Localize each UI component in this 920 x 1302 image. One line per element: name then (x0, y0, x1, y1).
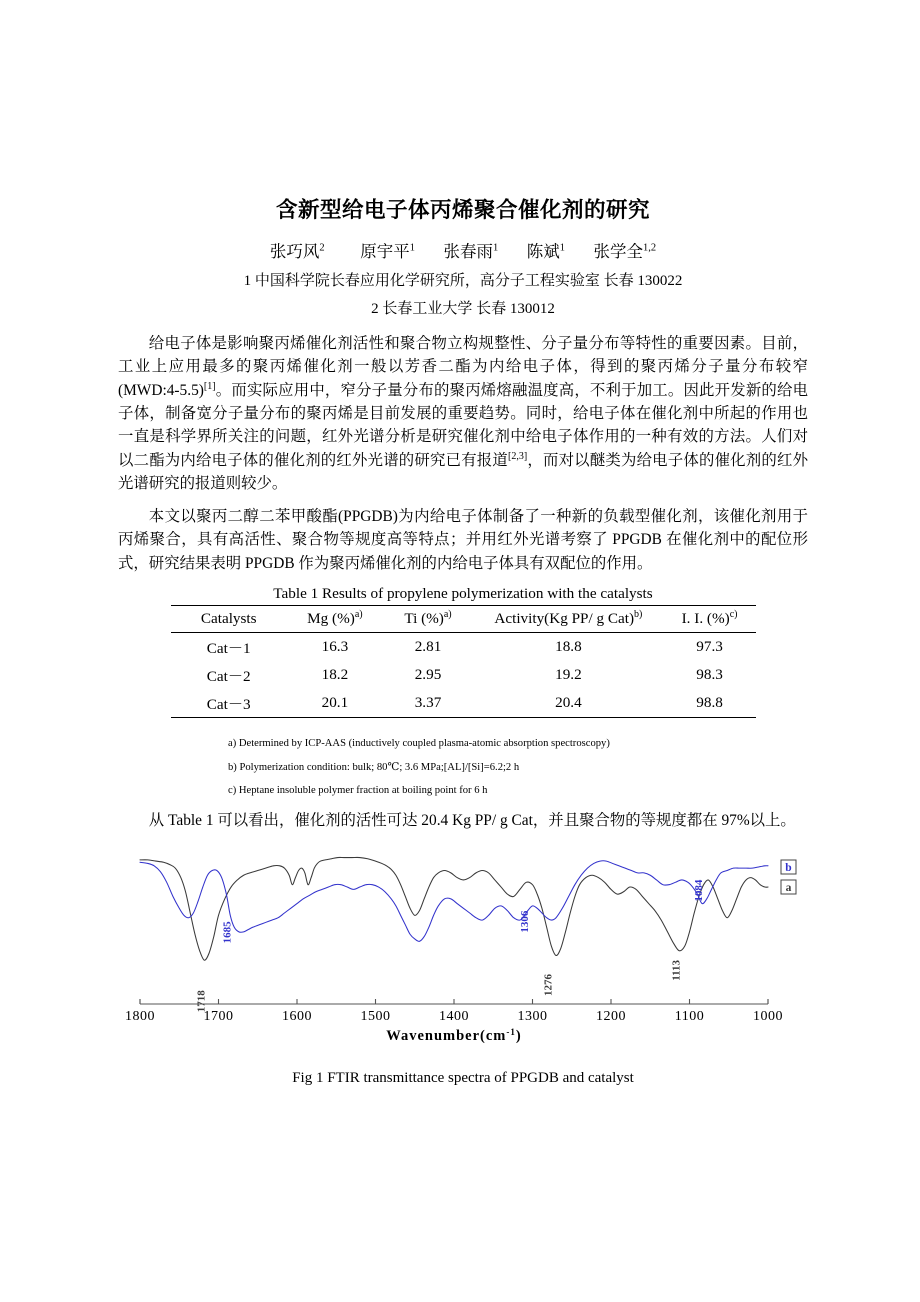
cell-activity: 20.4 (555, 694, 582, 712)
author-sup-1: 2 (319, 242, 325, 254)
author-name-4: 陈斌 (526, 241, 560, 261)
author-sup-5: 1,2 (643, 242, 657, 254)
author-name-5: 张学全 (593, 241, 643, 261)
cell-activity: 18.8 (555, 638, 582, 656)
spectrum-legend (781, 860, 796, 894)
x-axis-title-superscript: -1 (506, 1027, 516, 1038)
spectrum-series-layer (140, 858, 768, 961)
column-header-ii-sup: c) (729, 609, 738, 621)
cell-activity: 19.2 (555, 666, 582, 684)
column-header-ti (383, 606, 473, 633)
cell-catalyst: Cat－3 (206, 695, 251, 713)
results-table (171, 605, 756, 718)
author-sup-3: 1 (493, 242, 499, 254)
column-header-activity (473, 606, 663, 633)
column-header-ii (664, 606, 756, 633)
affiliation-2: 2 长春工业大学 长春 130012 (371, 301, 555, 318)
citation-ref-1: [1] (203, 380, 216, 392)
column-header-ti-text: Ti (%) (404, 610, 444, 628)
spectrum-trace-a (140, 858, 768, 961)
column-header-catalysts-text: Catalysts (200, 609, 257, 627)
peak-label-1113: 1113 (670, 960, 683, 982)
cell-mg: 18.2 (321, 666, 349, 684)
body-paragraph-2: 本文以聚丙二醇二苯甲酸酯(PPGDB)为内给电子体制备了一种新的负载型催化剂，该催化剂用于丙烯聚合，具有高活性、聚合物等规度高等特点；并用红外光谱考察了 PPGDB 在催化剂中的配位形式，研究结果表明 PPGDB 作为聚丙烯催化剂的内给电子体具有双配位的作用。 (118, 507, 808, 572)
body-paragraph-3: 从 Table 1 可以看出，催化剂的活性可达 20.4 Kg PP/ g Cat，并且聚合物的等规度都在 97%以上。 (148, 812, 796, 830)
x-axis-tick-label-1300: 1300 (517, 1009, 548, 1025)
column-header-ti-sup: a) (443, 609, 452, 621)
author-sup-2: 1 (409, 242, 415, 254)
cell-ii: 97.3 (696, 638, 723, 656)
column-header-activity-text: Activity(Kg PP/ g Cat) (494, 610, 635, 628)
spectrum-plot-area (118, 846, 808, 1056)
cell-catalyst: Cat－2 (206, 667, 251, 685)
figure-caption: Fig 1 FTIR transmittance spectra of PPGDB and catalyst (292, 1070, 634, 1087)
x-axis-tick-label-1800: 1800 (125, 1009, 155, 1025)
x-axis-tick-label-1400: 1400 (439, 1009, 469, 1025)
cell-ti: 2.95 (414, 666, 442, 684)
table-body (171, 633, 756, 718)
column-header-mg-text: Mg (%) (307, 610, 355, 628)
page-title: 含新型给电子体丙烯聚合催化剂的研究 (275, 198, 650, 222)
spectrum-x-axis (125, 999, 783, 1044)
cell-ii: 98.3 (696, 666, 723, 684)
peak-label-1084: 1084 (693, 879, 706, 902)
column-header-ii-text: I. I. (%) (681, 610, 730, 628)
affiliation-1: 1 中国科学院长春应用化学研究所，高分子工程实验室 长春 130022 (243, 272, 683, 289)
column-header-mg-sup: a) (354, 609, 363, 621)
x-axis-tick-label-1700: 1700 (203, 1009, 234, 1025)
table-caption: Table 1 Results of propylene polymerization with the catalysts (273, 585, 653, 603)
x-axis-title-tail: ) (515, 1028, 522, 1045)
cell-mg: 16.3 (321, 638, 349, 656)
peak-label-1306: 1306 (518, 911, 531, 934)
table-footnote-b: b) Polymerization condition: bulk; 80℃; 3.6 MPa;[AL]/[Si]=6.2;2 h (228, 761, 520, 773)
table-footnotes (228, 738, 808, 797)
ftir-spectrum-chart (118, 846, 808, 1056)
ftir-figure (118, 846, 808, 1087)
author-name-3: 张春雨 (443, 241, 493, 261)
column-header-mg (287, 606, 383, 633)
cell-catalyst: Cat－1 (206, 639, 251, 657)
peak-label-1685: 1685 (221, 921, 234, 944)
x-axis-tick-label-1500: 1500 (360, 1009, 391, 1025)
author-list (118, 240, 808, 264)
table-header-row (171, 606, 756, 633)
body-paragraph-1: 给电子体是影响聚丙烯催化剂活性和聚合物立构规整性、分子量分布等特性的重要因素。目前，工业上应用最多的聚丙烯催化剂一般以芳香二酯为内给电子体，得到的聚丙烯分子量分布较窄(MWD:4-5.5)[1]。而实际应用中，窄分子量分布的聚丙烯熔融温度高，不利于加工。因此开发新的给电子体，制备宽分子量分布的聚丙烯是目前发展的重要趋势。同时，给电子体在催化剂中所起的作用也一直是科学界所关注的问题，红外光谱分析是研究催化剂中给电子体作用的一种有效的方法。人们对以二酯为内给电子体的催化剂的红外光谱的研究已有报道[2,3]，而对以醚类为给电子体的催化剂的红外光谱研究的报道则较少。 (118, 334, 808, 493)
x-axis-title (386, 1027, 521, 1044)
page-content (118, 0, 808, 1087)
peak-label-1718: 1718 (195, 990, 208, 1013)
author-name-1: 张巧风 (269, 241, 320, 261)
table-footnote-a: a) Determined by ICP-AAS (inductively coupled plasma-atomic absorption spectroscopy) (228, 738, 610, 750)
x-axis-tick-label-1000: 1000 (753, 1009, 783, 1025)
cell-ii: 98.8 (696, 694, 723, 712)
column-header-catalysts (171, 606, 287, 633)
results-table-block (118, 585, 808, 797)
legend-label-a: a (785, 882, 792, 895)
x-axis-tick-label-1600: 1600 (282, 1009, 312, 1025)
table-row (171, 689, 756, 718)
author-sup-4: 1 (559, 242, 565, 254)
author-name-2: 原宇平 (360, 241, 410, 261)
cell-mg: 20.1 (321, 694, 349, 712)
table-head (171, 606, 756, 633)
column-header-activity-sup: b) (634, 609, 643, 621)
cell-ti: 2.81 (414, 638, 442, 656)
table-row (171, 661, 756, 689)
legend-label-b: b (785, 862, 792, 875)
x-axis-tick-label-1200: 1200 (596, 1009, 626, 1025)
table-footnote-c: c) Heptane insoluble polymer fraction at boiling point for 6 h (228, 785, 488, 797)
table-row (171, 633, 756, 662)
citation-ref-2: [2,3] (508, 450, 528, 462)
peak-label-1276: 1276 (542, 974, 555, 997)
x-axis-tick-label-1100: 1100 (674, 1009, 705, 1025)
x-axis-title-main: Wavenumber(cm (386, 1028, 507, 1045)
spectrum-trace-b (140, 861, 768, 942)
cell-ti: 3.37 (414, 694, 442, 712)
